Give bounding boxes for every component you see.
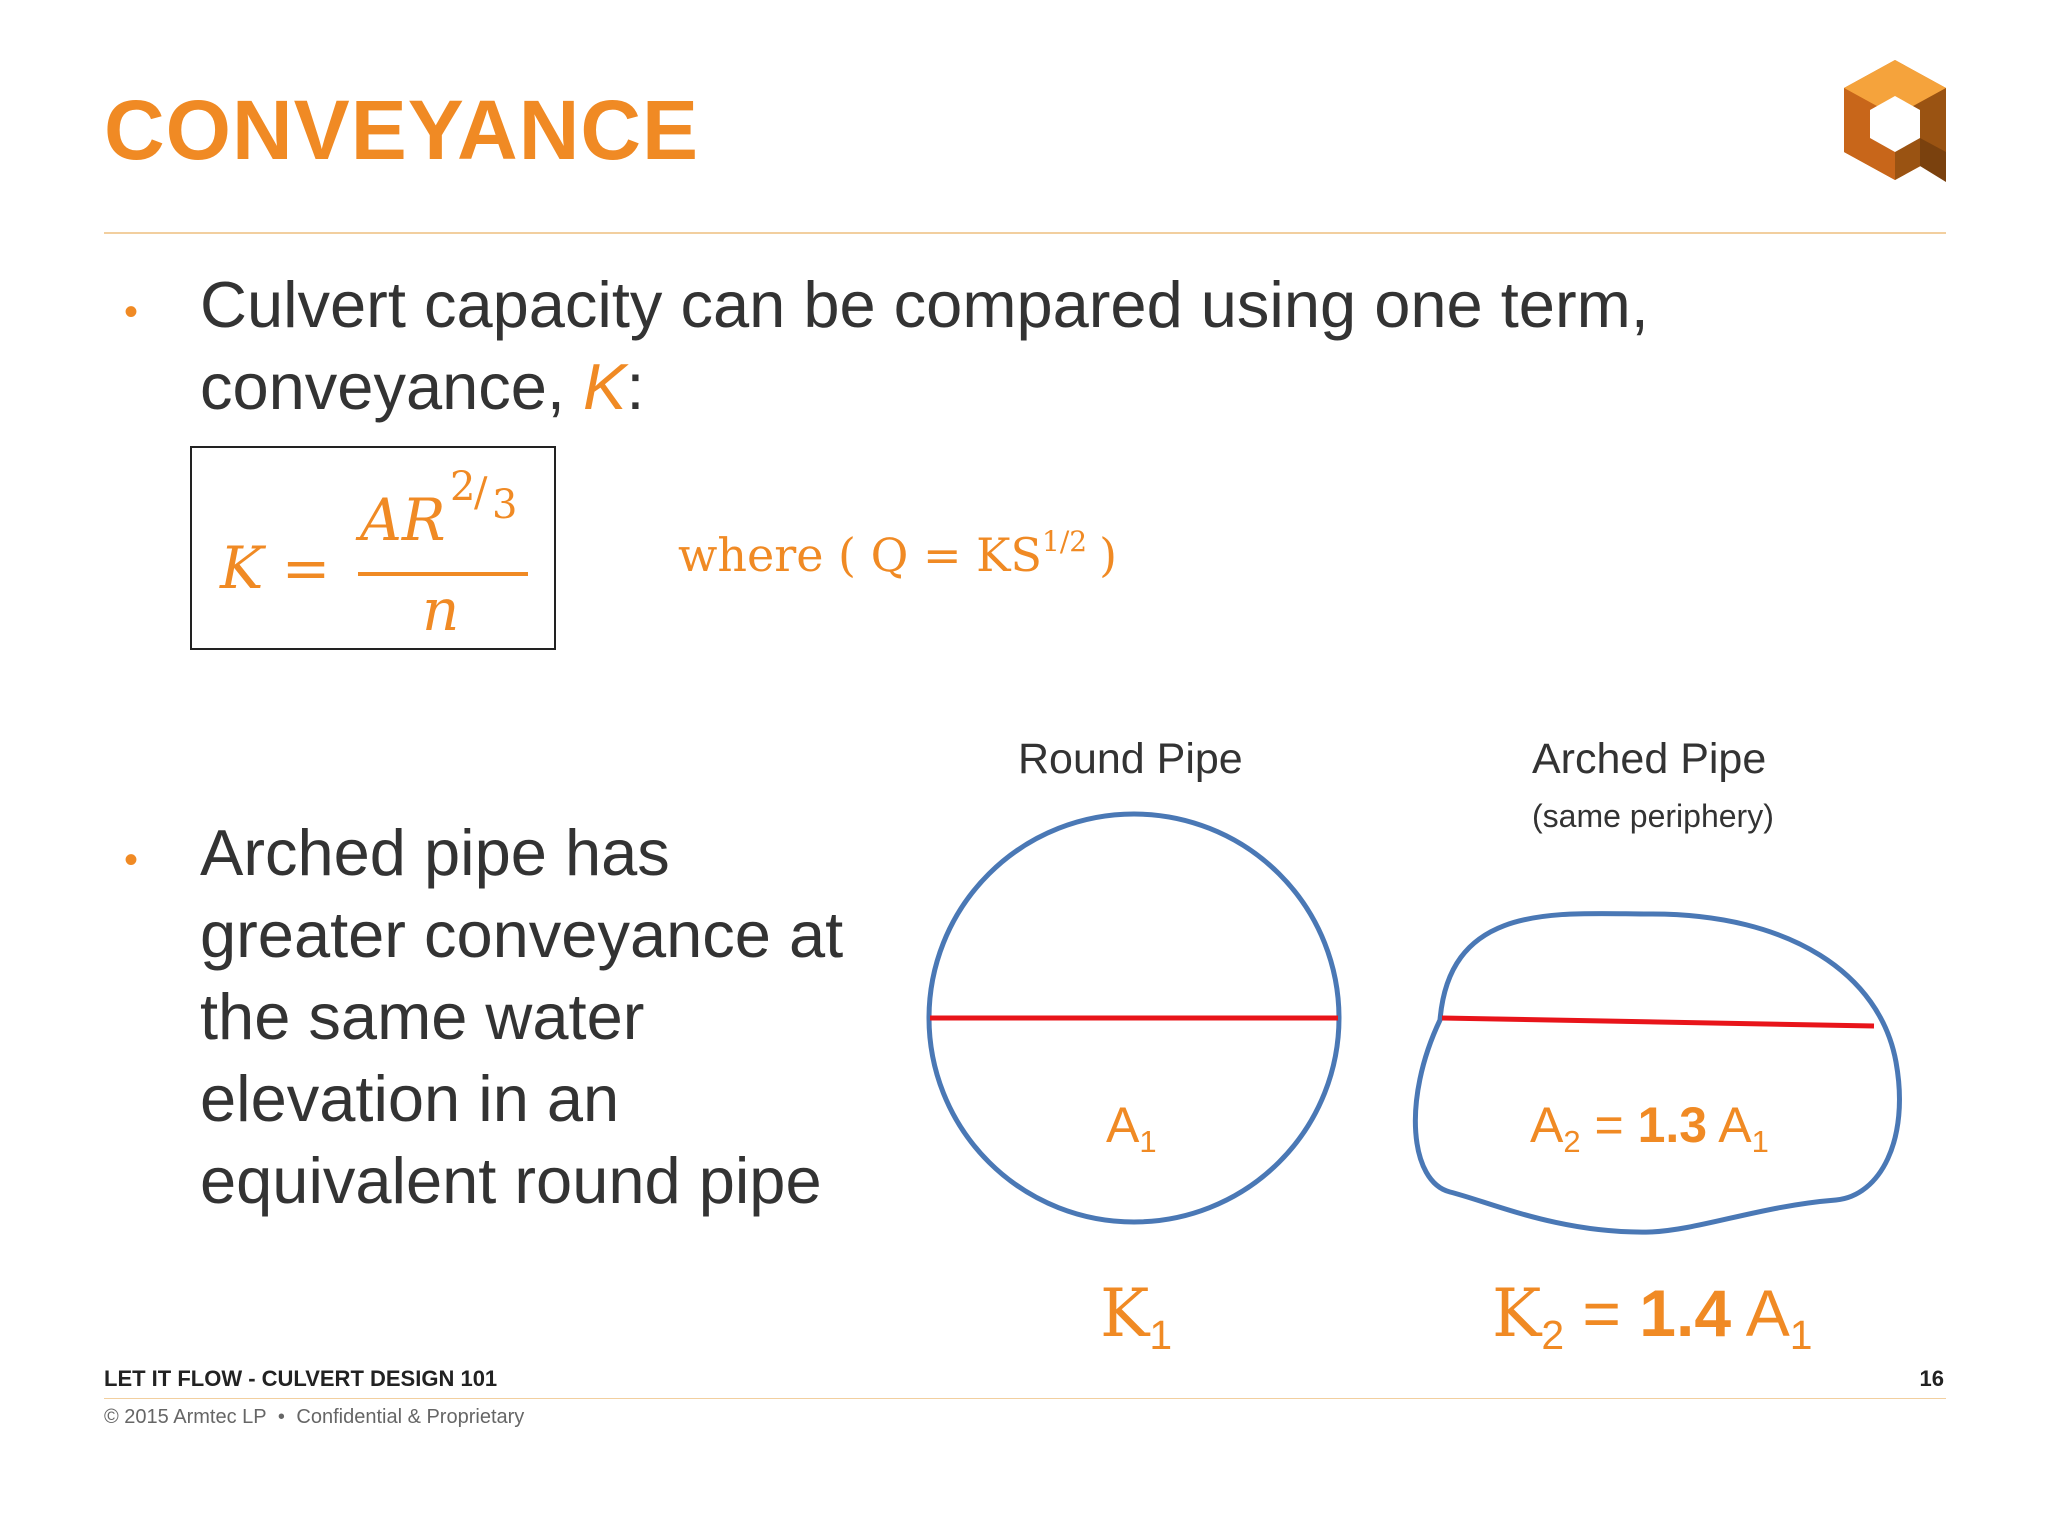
where-clause bbox=[678, 525, 1118, 582]
where-text: where ( Q = KS bbox=[678, 528, 1043, 582]
formula-exponent-den: 3 bbox=[492, 482, 518, 528]
footer-copyright bbox=[104, 1406, 524, 1429]
round-area-label: $A_1$ bbox=[1106, 1097, 1157, 1159]
bullet-1-line-1: Culvert capacity can be compared using one term, bbox=[200, 268, 1649, 341]
arched-pipe-water-line bbox=[1442, 1018, 1874, 1026]
formula-exponent-slash: / bbox=[474, 470, 488, 516]
page-number: 16 bbox=[1919, 1366, 1944, 1391]
formula-lhs: K = bbox=[220, 534, 331, 602]
arched-pipe-subtitle: (same periphery) bbox=[1532, 798, 1774, 834]
formula-denominator: n bbox=[422, 576, 460, 644]
confidential-text: Confidential & Proprietary bbox=[296, 1406, 525, 1428]
bullet-1-text bbox=[200, 264, 1649, 428]
round-pipe-outline bbox=[929, 814, 1339, 1222]
slide-title: CONVEYANCE bbox=[104, 83, 700, 177]
bullet-2-line-2: greater conveyance at bbox=[200, 898, 844, 971]
bullet-2-line-5: equivalent round pipe bbox=[200, 1144, 822, 1217]
round-pipe-title: Round Pipe bbox=[1018, 735, 1243, 783]
formula-exponent-num: 2 bbox=[450, 464, 476, 510]
conveyance-formula-box bbox=[190, 446, 556, 650]
footer-divider bbox=[104, 1398, 1946, 1399]
conveyance-symbol: K bbox=[583, 350, 627, 423]
bullet-1-suffix: : bbox=[626, 350, 645, 423]
bullet-1-prefix: conveyance, bbox=[200, 350, 584, 423]
bullet-2-line-3: the same water bbox=[200, 980, 645, 1053]
title-divider bbox=[104, 232, 1946, 234]
bullet-2-line-1: Arched pipe has bbox=[200, 816, 670, 889]
arched-conveyance-label: $K_2 = 1.4$ $A_1$ bbox=[1492, 1275, 1813, 1359]
footer-separator: • bbox=[277, 1406, 285, 1428]
copyright-text: © 2015 Armtec LP bbox=[104, 1406, 267, 1428]
bullet-marker: • bbox=[124, 838, 139, 882]
where-close: ) bbox=[1099, 528, 1118, 582]
arched-pipe-title: Arched Pipe bbox=[1532, 735, 1767, 783]
bullet-2-line-4: elevation in an bbox=[200, 1062, 620, 1135]
armtec-logo-icon bbox=[1840, 58, 1950, 182]
where-exponent: 1/2 bbox=[1042, 525, 1088, 558]
arched-area-label: $A_2 = 1.3$ $A_1$ bbox=[1530, 1097, 1769, 1159]
bullet-2-text bbox=[200, 812, 843, 1222]
bullet-marker: • bbox=[124, 290, 139, 334]
footer-title: LET IT FLOW - CULVERT DESIGN 101 bbox=[104, 1366, 498, 1391]
round-conveyance-label: $K_1$ bbox=[1100, 1275, 1173, 1359]
bullet-1-line-2 bbox=[200, 346, 1649, 428]
arched-pipe-outline bbox=[1415, 913, 1899, 1232]
formula-numerator: AR bbox=[360, 486, 446, 554]
